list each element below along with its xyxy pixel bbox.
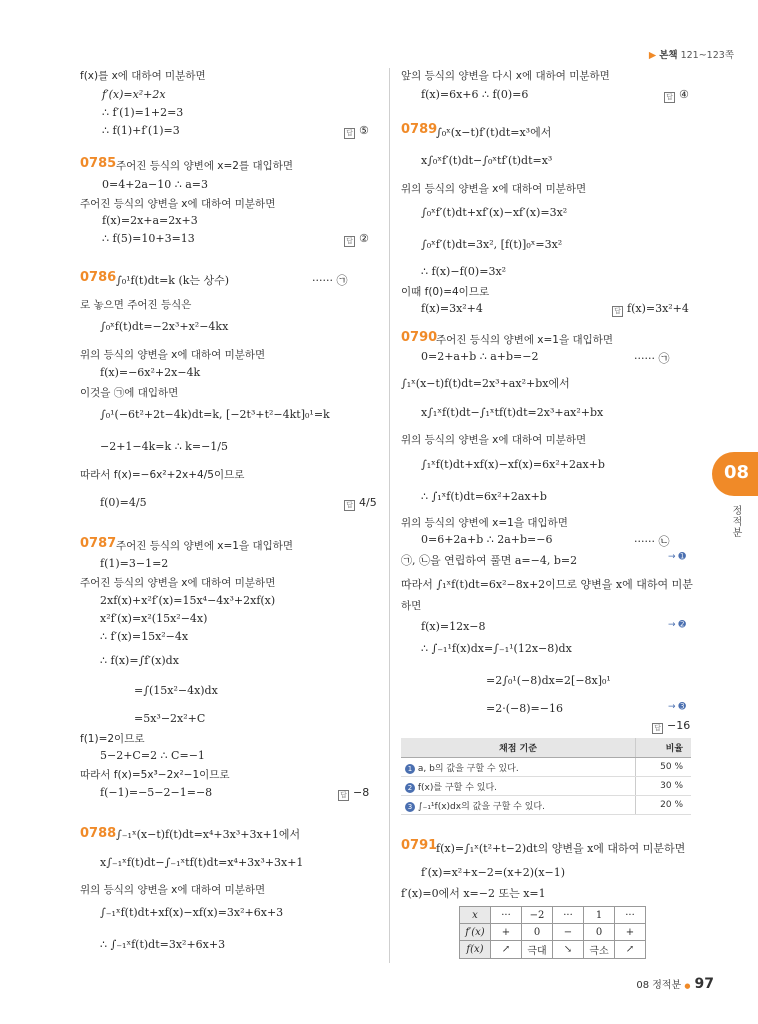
equation-tag: ······ ㉠ <box>634 352 670 365</box>
math-line: ∴ ∫₁ˣf(t)dt=6x²+2ax+b <box>421 490 547 503</box>
page-reference: ▶ 본책 121~123쪽 <box>648 50 734 61</box>
problem-number: 0788 <box>80 826 117 841</box>
math-line: ∫₁ˣ(x−t)f(t)dt=2x³+ax²+bx에서 <box>401 377 570 390</box>
sign-table <box>459 906 646 959</box>
math-line: f(−1)=−5−2−1=−8 <box>100 786 213 799</box>
math-line: 2xf(x)+x²f′(x)=15x⁴−4x³+2xf(x) <box>100 594 276 607</box>
chapter-label: 정적분 <box>730 505 741 538</box>
math-line: ∴ f(5)=10+3=13 <box>102 232 195 245</box>
problem-number: 0786 <box>80 270 117 285</box>
equation-tag: ······ ㉠ <box>312 274 348 287</box>
math-line: f′(x)=x²+2x <box>102 88 166 101</box>
table-row: 3 ∫₋₁¹f(x)dx의 값을 구할 수 있다. 20 % <box>401 796 691 815</box>
equation-tag: ······ ㉡ <box>634 535 670 548</box>
math-line: ∴ f(x)−f(0)=3x² <box>421 265 507 278</box>
math-line: ∴ ∫₋₁ˣf(t)dt=3x²+6x+3 <box>100 938 226 951</box>
text-line: 앞의 등식의 양변을 다시 x에 대하여 미분하면 <box>401 70 610 82</box>
math-line: ∴ f(1)+f′(1)=3 <box>102 124 180 137</box>
math-line: f(x)=∫₁ˣ(t²+t−2)dt의 양변을 x에 대하여 미분하면 <box>436 842 686 855</box>
math-line: f(x)=3x²+4 <box>421 302 483 315</box>
table-row: f(x) ↗ 극대 ↘ 극소 ↗ <box>460 941 646 959</box>
math-line: f(1)=3−1=2 <box>100 557 169 570</box>
text-line: 위의 등식의 양변을 x에 대하여 미분하면 <box>401 183 587 195</box>
answer: 답 −8 <box>338 786 369 801</box>
table-row: 2 f(x)를 구할 수 있다. 30 % <box>401 777 691 796</box>
math-line: =5x³−2x²+C <box>134 712 206 725</box>
math-line: ∫₀ˣf′(t)dt=3x², [f(t)]₀ˣ=3x² <box>421 238 563 251</box>
text-line: 주어진 등식의 양변에 x=2를 대입하면 <box>116 160 294 172</box>
math-line: ∫₀¹f(t)dt=k (k는 상수) <box>116 274 230 287</box>
grading-header-criteria: 채점 기준 <box>401 738 636 758</box>
math-line: ∫₀¹(−6t²+2t−4k)dt=k, [−2t³+t²−4kt]₀¹=k <box>100 408 330 421</box>
math-line: −2+1−4k=k ∴ k=−1/5 <box>100 440 228 453</box>
math-line: ∴ ∫₋₁¹f(x)dx=∫₋₁¹(12x−8)dx <box>421 642 572 655</box>
math-line: ∫₀ˣ(x−t)f′(t)dt=x³에서 <box>436 126 552 139</box>
text-line: 따라서 f(x)=−6x²+2x+4/5이므로 <box>80 469 245 481</box>
problem-number: 0790 <box>401 330 438 345</box>
text-line: 주어진 등식의 양변에 x=1을 대입하면 <box>116 540 294 552</box>
math-line: x∫₁ˣf(t)dt−∫₁ˣtf(t)dt=2x³+ax²+bx <box>421 406 604 419</box>
math-line: f(0)=4/5 <box>100 496 147 509</box>
math-line: x²f′(x)=x²(15x²−4x) <box>100 612 208 625</box>
text-line: 이때 f(0)=4이므로 <box>401 286 490 298</box>
math-line: 5−2+C=2 ∴ C=−1 <box>100 749 205 762</box>
problem-number: 0791 <box>401 838 438 853</box>
math-line: ∴ f(x)=∫f′(x)dx <box>100 654 179 667</box>
math-line: ∫₋₁ˣ(x−t)f(t)dt=x⁴+3x³+3x+1에서 <box>116 828 301 841</box>
math-line: =2·(−8)=−16 <box>486 702 563 715</box>
text-line: f(x)를 x에 대하여 미분하면 <box>80 70 206 82</box>
math-line: f(x)=6x+6 ∴ f(0)=6 <box>421 88 529 101</box>
answer: 답 4/5 <box>344 496 377 511</box>
math-line: f(x)=−6x²+2x−4k <box>100 366 201 379</box>
grading-table <box>401 738 691 815</box>
text-line: 하면 <box>401 600 422 612</box>
text-line: 위의 등식의 양변을 x에 대하여 미분하면 <box>80 349 266 361</box>
math-line: f(x)=2x+a=2x+3 <box>102 214 198 227</box>
problem-number: 0787 <box>80 536 117 551</box>
table-row: 1 a, b의 값을 구할 수 있다. 50 % <box>401 758 691 777</box>
math-line: f(x)=12x−8 <box>421 620 486 633</box>
step-marker: → ➌ <box>668 702 686 712</box>
text-line: 로 놓으면 주어진 등식은 <box>80 299 192 311</box>
text-line: 이것을 ㉠에 대입하면 <box>80 387 179 399</box>
step-marker: → ➊ <box>668 552 686 562</box>
page-footer: 08 정적분 ● 97 <box>636 976 714 992</box>
math-line: f′(x)=x²+x−2=(x+2)(x−1) <box>421 866 566 879</box>
math-line: ∫₋₁ˣf(t)dt+xf(x)−xf(x)=3x²+6x+3 <box>100 906 284 919</box>
math-line: ∫₀ˣf(t)dt=−2x³+x²−4kx <box>100 320 229 333</box>
text-line: f(1)=2이므로 <box>80 733 145 745</box>
text-line: 위의 등식의 양변을 x에 대하여 미분하면 <box>80 884 266 896</box>
math-line: f′(x)=0에서 x=−2 또는 x=1 <box>401 887 546 900</box>
table-row: x ··· −2 ··· 1 ··· <box>460 907 646 924</box>
math-line: 따라서 ∫₁ˣf(t)dt=6x²−8x+2이므로 양변을 x에 대하여 미분 <box>401 578 693 591</box>
math-line: 0=4+2a−10 ∴ a=3 <box>102 178 208 191</box>
math-line: ∫₀ˣf′(t)dt+xf′(x)−xf′(x)=3x² <box>421 206 568 219</box>
answer: 답 ② <box>344 232 369 247</box>
text-line: 주어진 등식의 양변을 x에 대하여 미분하면 <box>80 198 276 210</box>
text-line: 주어진 등식의 양변을 x에 대하여 미분하면 <box>80 577 276 589</box>
column-divider <box>389 68 390 963</box>
chapter-tab: 08 <box>712 452 758 496</box>
text-line: 주어진 등식의 양변에 x=1을 대입하면 <box>436 334 614 346</box>
math-line: x∫₋₁ˣf(t)dt−∫₋₁ˣtf(t)dt=x⁴+3x³+3x+1 <box>100 856 304 869</box>
math-line: =2∫₀¹(−8)dx=2[−8x]₀¹ <box>486 674 611 687</box>
problem-number: 0785 <box>80 156 117 171</box>
text-line: 위의 등식의 양변에 x=1을 대입하면 <box>401 517 568 529</box>
answer: 답 ⑤ <box>344 124 369 139</box>
math-line: =∫(15x²−4x)dx <box>134 684 218 697</box>
math-line: ∫₁ˣf(t)dt+xf(x)−xf(x)=6x²+2ax+b <box>421 458 605 471</box>
math-line: ㉠, ㉡을 연립하여 풀면 a=−4, b=2 <box>401 554 578 567</box>
grading-header-ratio: 비율 <box>636 738 692 758</box>
answer: 답 ④ <box>664 88 689 103</box>
math-line: ∴ f′(1)=1+2=3 <box>102 106 184 119</box>
table-row: f′(x) + 0 − 0 + <box>460 924 646 941</box>
page-number: 97 <box>694 976 714 992</box>
answer: 답 −16 <box>652 719 690 734</box>
math-line: 0=2+a+b ∴ a+b=−2 <box>421 350 539 363</box>
step-marker: → ➋ <box>668 620 686 630</box>
math-line: 0=6+2a+b ∴ 2a+b=−6 <box>421 533 553 546</box>
math-line: x∫₀ˣf′(t)dt−∫₀ˣtf′(t)dt=x³ <box>421 154 553 167</box>
problem-number: 0789 <box>401 122 438 137</box>
text-line: 따라서 f(x)=5x³−2x²−1이므로 <box>80 769 230 781</box>
text-line: 위의 등식의 양변을 x에 대하여 미분하면 <box>401 434 587 446</box>
math-line: ∴ f′(x)=15x²−4x <box>100 630 189 643</box>
answer: 답 f(x)=3x²+4 <box>612 302 689 317</box>
